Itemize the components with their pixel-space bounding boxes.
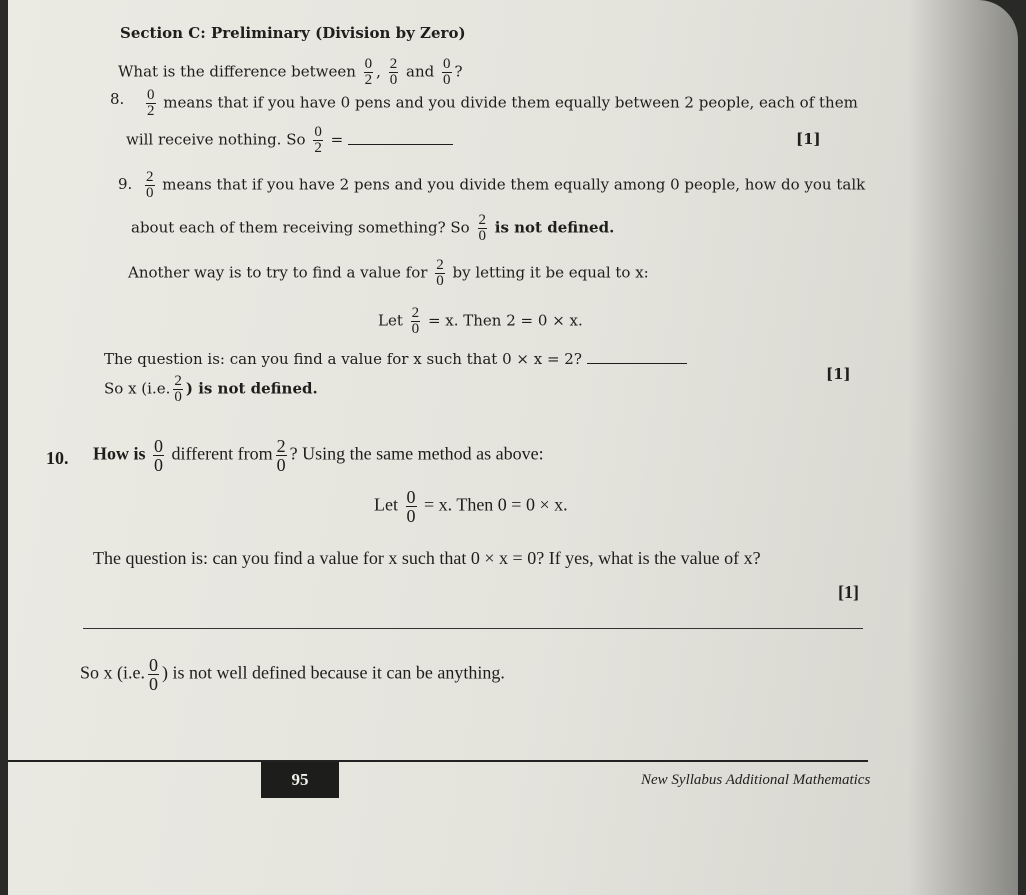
page-shadow bbox=[908, 0, 1018, 895]
q8-marks: [1] bbox=[796, 130, 821, 148]
section-title: Section C: Preliminary (Division by Zero) bbox=[120, 24, 466, 42]
book-title: New Syllabus Additional Mathematics bbox=[641, 772, 871, 788]
q9-number: 9. bbox=[118, 175, 133, 193]
q9-marks: [1] bbox=[826, 365, 851, 383]
q10-answer-line[interactable] bbox=[83, 628, 863, 629]
footer-rule bbox=[8, 760, 868, 762]
q8-line2: will receive nothing. So $\frac{0}{2}$ = bbox=[126, 125, 453, 156]
q10-question: The question is: can you find a value for x such that 0 × x = 0? If yes, what is the value of x? bbox=[93, 548, 761, 568]
intro-text: What is the difference between bbox=[118, 62, 356, 81]
q10-so-line: So x (i.e. $\frac{0}{0}$ ) is not well defined because it can be anything. bbox=[80, 655, 505, 694]
q9-question: The question is: can you find a value for x such that 0 × x = 2? bbox=[104, 350, 687, 368]
page-number: 95 bbox=[261, 762, 339, 798]
q10-marks: [1] bbox=[838, 582, 859, 602]
q8-answer-blank[interactable] bbox=[348, 144, 453, 145]
q9-so-line: So x (i.e. $\frac{2}{0}$ ) is not defined. bbox=[104, 373, 318, 405]
q10-line1: How is $\frac{0}{0}$ different from $\frac{2}{0}$ ? Using the same method as above: bbox=[93, 436, 544, 475]
intro-line: What is the difference between $\frac{0}{2}$ , $\frac{2}{0}$ and $\frac{0}{0}$ ? bbox=[118, 56, 463, 88]
fraction-0-over-2: $\frac{0}{2}$ bbox=[364, 56, 373, 88]
q9-let-line: Let $\frac{2}{0}$ = x. Then 2 = 0 × x. bbox=[378, 305, 583, 337]
q9-answer-blank[interactable] bbox=[587, 363, 687, 364]
q8-number: 8. bbox=[110, 90, 125, 108]
q9-line2: about each of them receiving something? So $\frac{2}{0}$ is not defined. bbox=[131, 212, 615, 244]
fraction-2-over-0: $\frac{2}{0}$ bbox=[389, 56, 398, 88]
q9-another-way: Another way is to try to find a value for $\frac{2}{0}$ by letting it be equal to x: bbox=[128, 257, 649, 289]
q9-line1: $\frac{2}{0}$ means that if you have 2 pens and you divide them equally among 0 people, how do you talk bbox=[146, 169, 866, 201]
q10-let-line: Let $\frac{0}{0}$ = x. Then 0 = 0 × x. bbox=[374, 487, 568, 526]
fraction-0-over-0: $\frac{0}{0}$ bbox=[443, 56, 451, 88]
worksheet-page bbox=[8, 0, 1018, 895]
q10-number: 10. bbox=[46, 448, 69, 468]
q8-line1: $\frac{0}{2}$ means that if you have 0 pens and you divide them equally between 2 people, each of them bbox=[147, 87, 858, 119]
